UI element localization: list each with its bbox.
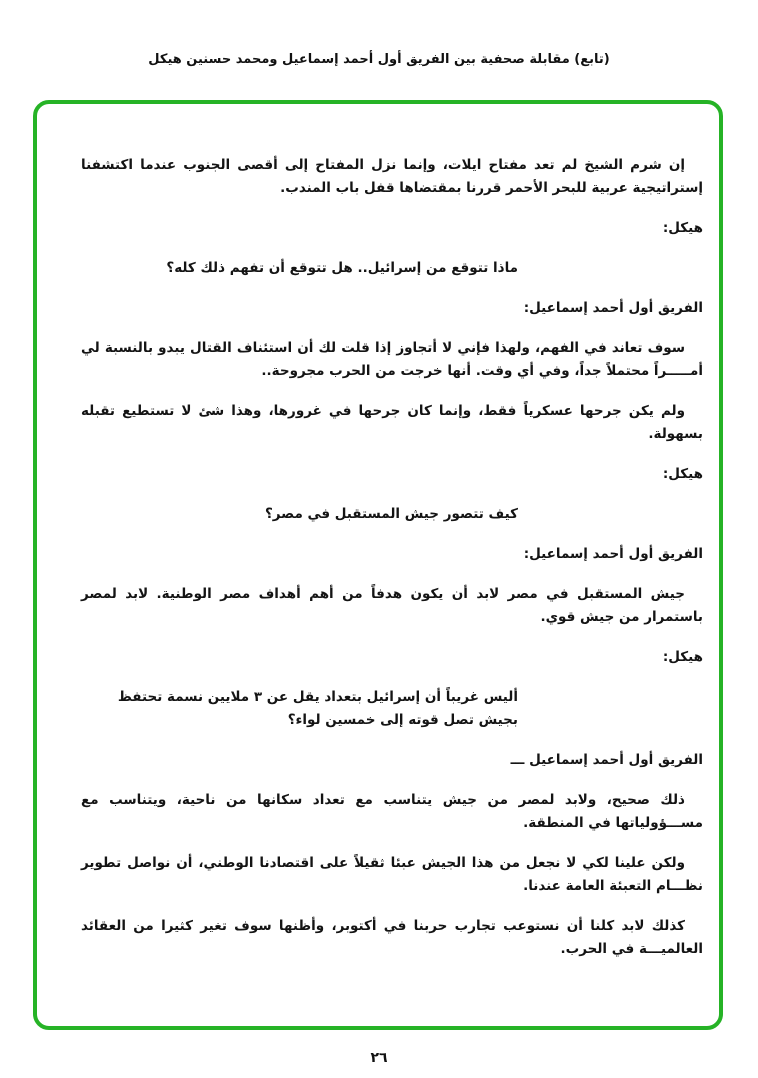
speaker-label-ismail: الفريق أول أحمد إسماعيل: (523, 546, 703, 562)
speaker-label-heikal: هيكل: (662, 220, 703, 236)
speaker-label-heikal: هيكل: (662, 466, 703, 482)
page-number: ٢٦ (370, 1050, 388, 1066)
interview-paragraph: كذلك لابد كلنا أن نستوعب تجارب حربنا في أكتوبر، وأظنها سوف تغير كثيرا من العقائد العالميـــة في الحرب. (81, 918, 703, 957)
speaker-label-ismail: الفريق أول أحمد إسماعيل ـــ (510, 752, 703, 768)
interview-paragraph: ولم يكن جرحها عسكرياً فقط، وإنما كان جرحها في غرورها، وهذا شئ لا تستطيع تقبله بسهولة. (81, 403, 703, 442)
interview-question: ماذا تتوقع من إسرائيل.. هل تتوقع أن تفهم ذلك كله؟ (166, 260, 518, 276)
interview-question: أليس غريباً أن إسرائيل بتعداد يقل عن ٣ ملايين نسمة تحتفظ بجيش تصل قوته إلى خمسين لواء؟ (117, 689, 518, 728)
interview-paragraph: ولكن علينا لكي لا نجعل من هذا الجيش عبئا ثقيلاً على اقتصادنا الوطني، أن نواصل تطوير نظـــام التعبئة العامة عندنا. (81, 855, 703, 894)
speaker-label-heikal: هيكل: (662, 649, 703, 665)
interview-paragraph: إن شرم الشيخ لم تعد مفتاح ايلات، وإنما نزل المفتاح إلى أقصى الجنوب عندما اكتشفنا إستراتيجية عربية للبحر الأحمر قررنا بمقتضاها قفل باب المندب. (81, 157, 703, 196)
interview-paragraph: سوف تعاند في الفهم، ولهذا فإني لا أتجاوز إذا قلت لك أن استئناف القتال يبدو بالنسبة لي أمـــــراً محتملاً جداً، وفي أي وقت. أنها خرجت من الحرب مجروحة.. (81, 340, 703, 379)
content-border-box (33, 100, 723, 1030)
page-header-title: (تابع) مقابلة صحفية بين الفريق أول أحمد إسماعيل ومحمد حسنين هيكل (148, 52, 610, 67)
interview-paragraph: جيش المستقبل في مصر لابد أن يكون هدفاً من أهم أهداف مصر الوطنية. لابد لمصر باستمرار من جيش قوي. (81, 586, 703, 625)
interview-paragraph: ذلك صحيح، ولابد لمصر من جيش يتناسب مع تعداد سكانها من ناحية، ويتناسب مع مســـؤولياتها في المنطقة. (81, 792, 703, 831)
speaker-label-ismail: الفريق أول أحمد إسماعيل: (523, 300, 703, 316)
interview-question: كيف تتصور جيش المستقبل في مصر؟ (264, 506, 518, 522)
